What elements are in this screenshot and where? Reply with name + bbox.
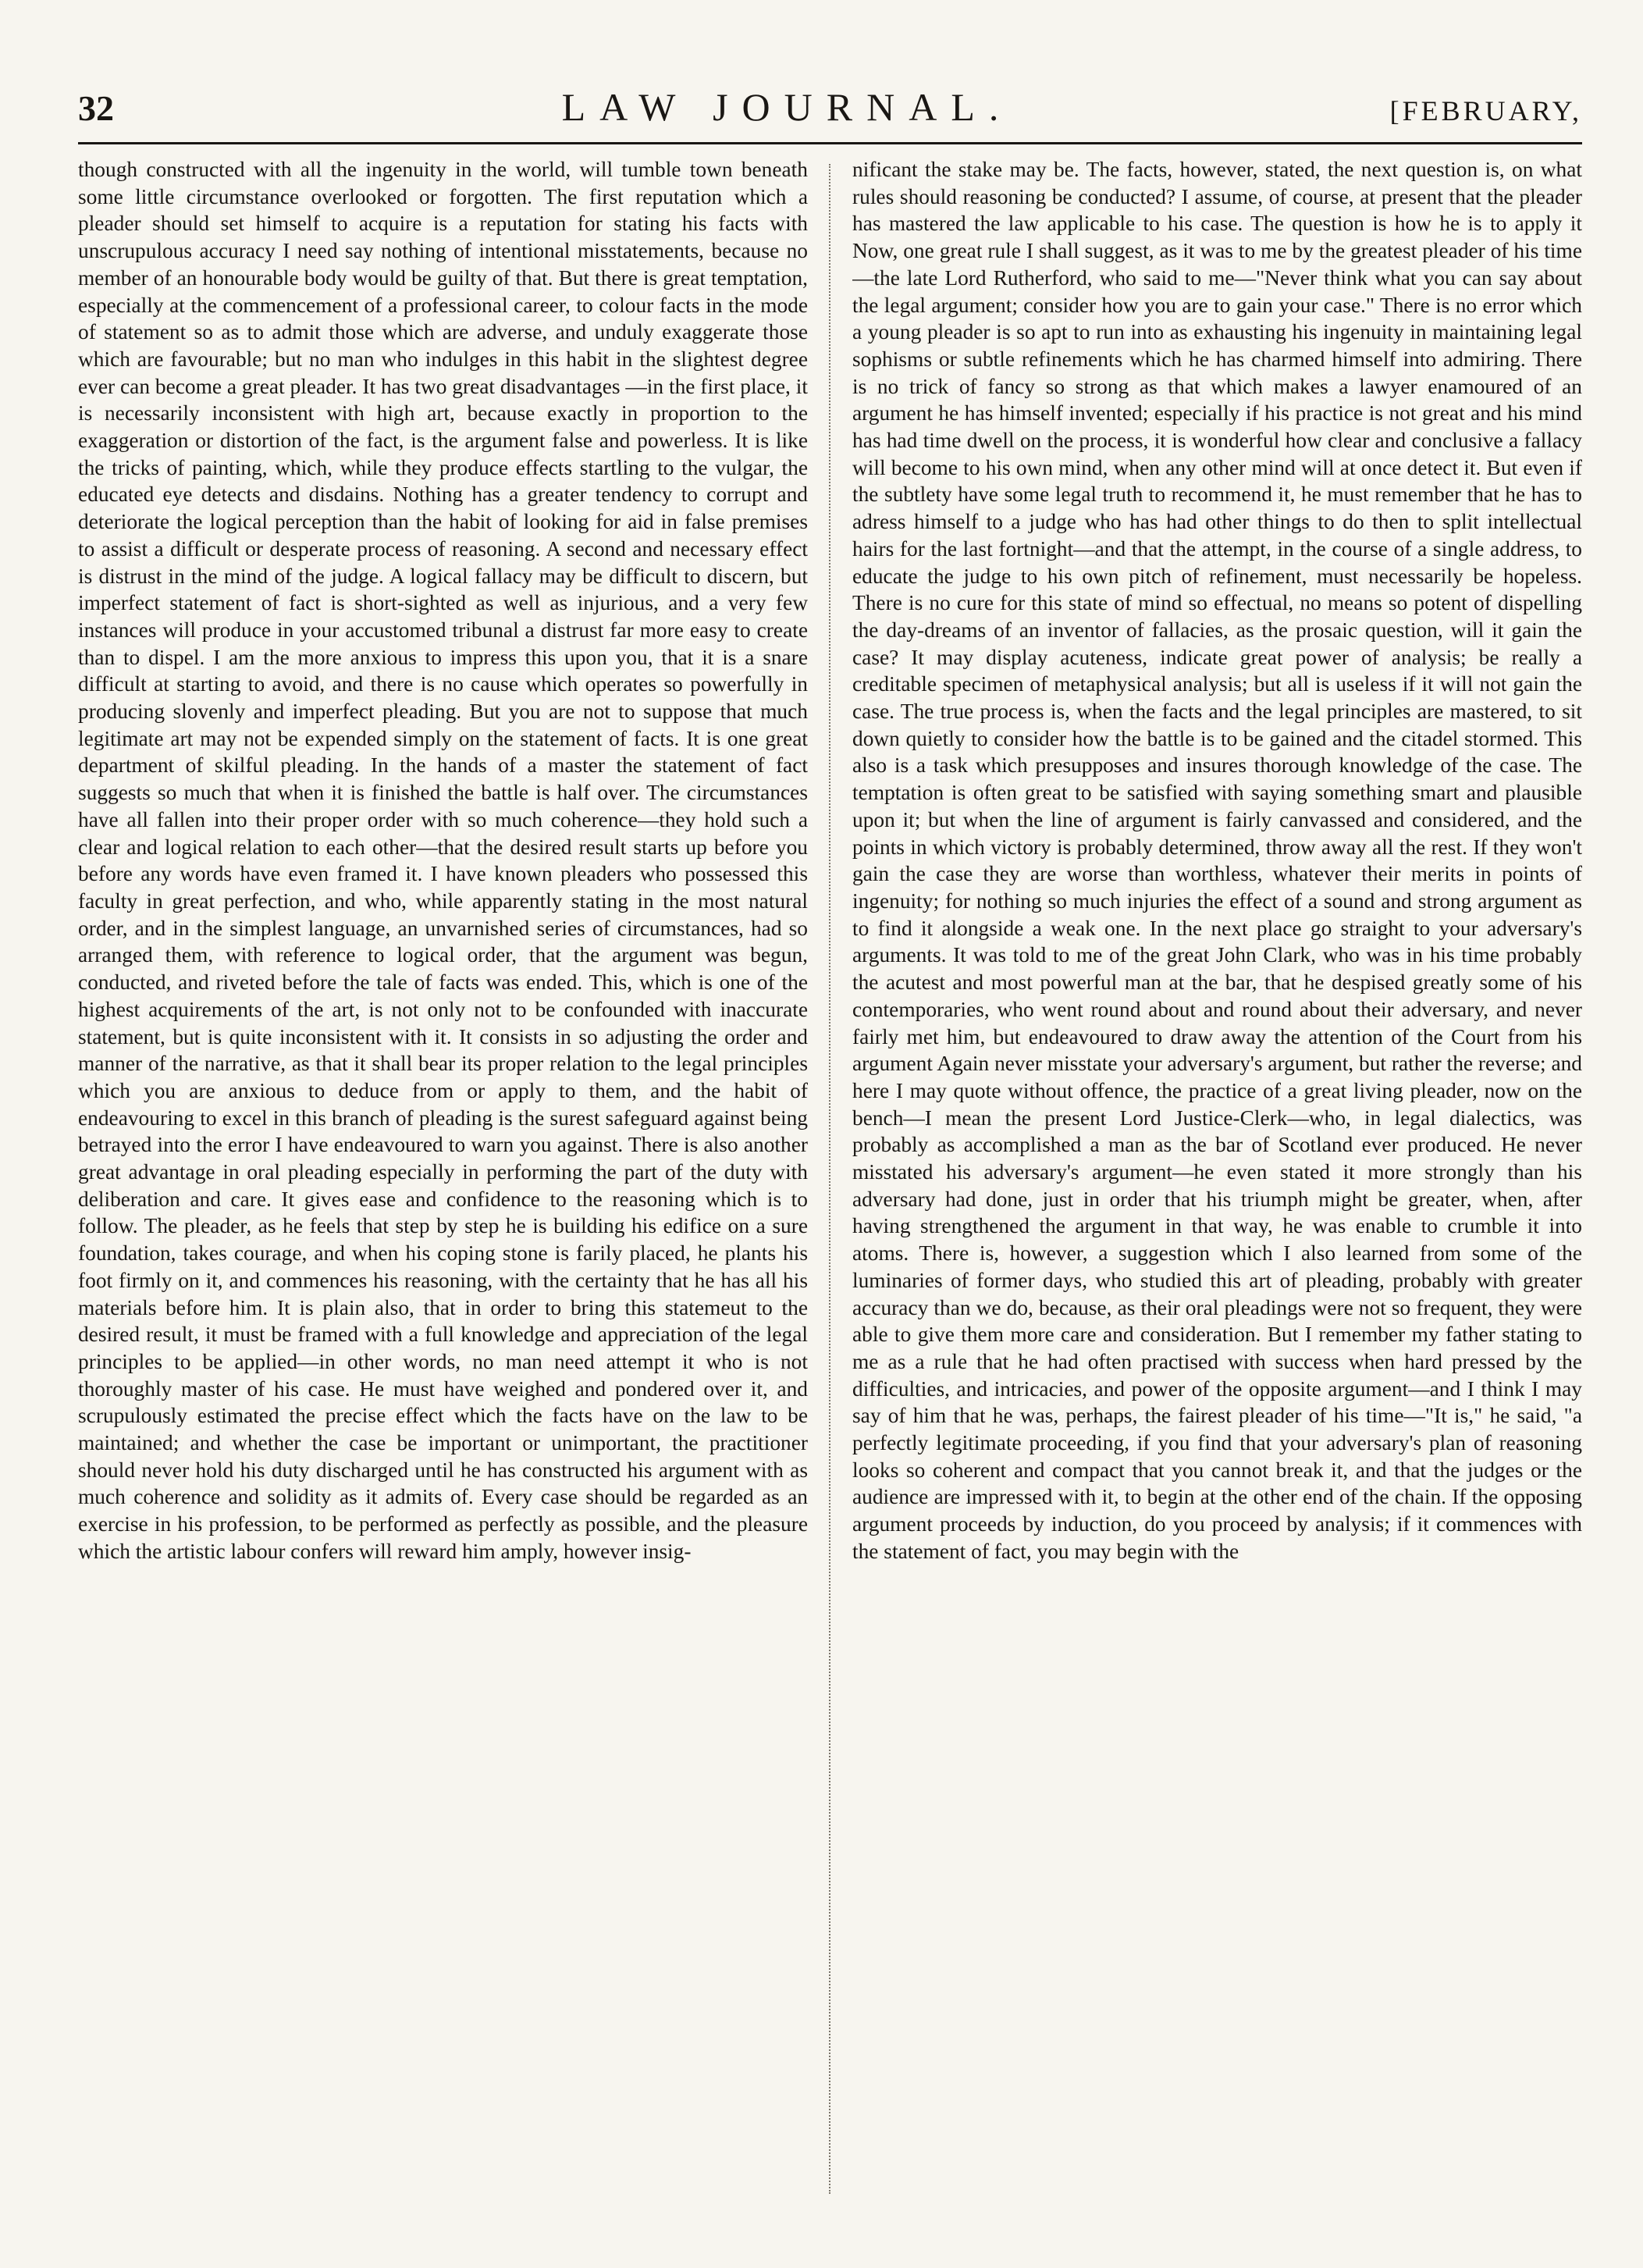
right-column [852,156,1582,2217]
left-column-text: though constructed with all the ingenuity in the world, will tumble town beneath some little circumstance overlooked or forgotten. The first reputation which a pleader should set himself to acquire is a reputation for stating his facts with unscrupulous accuracy I need say nothing of intentional misstatements, because no member of an honourable body would be guilty of that. But there is great temptation, especially at the commencement of a professional career, to colour facts in the mode of statement so as to admit those which are adverse, and unduly exaggerate those which are favourable; but no man who indulges in this habit in the slightest degree ever can become a great pleader. It has two great disadvantages —in the first place, it is necessarily inconsistent with high art, because exactly in proportion to the exaggeration or distortion of the fact, is the argument false and powerless. It is like the tricks of painting, which, while they produce effects startling to the vulgar, the educated eye detects and disdains. Nothing has a greater tendency to corrupt and deteriorate the logical perception than the habit of looking for aid in false premises to assist a difficult or desperate process of reasoning. A second and necessary effect is distrust in the mind of the judge. A logical fallacy may be difficult to discern, but imperfect statement of fact is short-sighted as well as injurious, and a very few instances will produce in your accustomed tribunal a distrust far more easy to create than to dispel. I am the more anxious to impress this upon you, that it is a snare difficult at starting to avoid, and there is no cause which operates so powerfully in producing slovenly and imperfect pleading. But you are not to suppose that much legitimate art may not be expended simply on the statement of facts. It is one great department of skilful pleading. In the hands of a master the statement of fact suggests so much that when it is finished the battle is half over. The circumstances have all fallen into their proper order with so much coherence—they hold such a clear and logical relation to each other—that the desired result starts up before you before any words have even framed it. I have known pleaders who possessed this faculty in great perfection, and who, while apparently stating in the most natural order, and in the simplest language, an unvarnished series of circumstances, had so arranged them, with reference to logical order, that the argument was begun, conducted, and riveted before the tale of facts was ended. This, which is one of the highest acquirements of the art, is not only not to be confounded with inaccurate statement, but is quite inconsistent with it. It consists in so adjusting the order and manner of the narrative, as that it shall bear its proper relation to the legal principles which you are anxious to deduce from or apply to them, and the habit of endeavouring to excel in this branch of pleading is the surest safeguard against being betrayed into the error I have endeavoured to warn you against. There is also another great advantage in oral pleading especially in performing the part of the duty with deliberation and care. It gives ease and confidence to the reasoning which is to follow. The pleader, as he feels that step by step he is building his edifice on a sure foundation, takes courage, and when his coping stone is farily placed, he plants his foot firmly on it, and commences his reasoning, with the certainty that he has all his materials before him. It is plain also, that in order to bring this statemeut to the desired result, it must be framed with a full knowledge and appreciation of the legal principles to be applied—in other words, no man need attempt it who is not thoroughly master of his case. He must have weighed and pondered over it, and scrupulously estimated the precise effect which the facts have on the law to be maintained; and whether the case be important or unimportant, the practitioner should never hold his duty discharged until he has constructed his argument with as much coherence and solidity as it admits of. Every case should be regarded as an exercise in his profession, to be performed as perfectly as possible, and the pleasure which the artistic labour confers will reward him amply, however insig- [78,158,808,1563]
page-number: 32 [78,88,114,128]
header-rule [78,142,1582,144]
column-divider [829,164,832,2194]
journal-title: LAW JOURNAL. [561,85,1013,129]
issue-month: [FEBRUARY, [1389,95,1582,126]
page-header [78,84,1582,139]
right-column-text: nificant the stake may be. The facts, however, stated, the next question is, on what rules should reasoning be conducted? I assume, of course, at present that the pleader has mastered the law applicable to his case. The question is how he is to apply it Now, one great rule I shall suggest, as it was to me by the greatest pleader of his time—the late Lord Rutherford, who said to me—"Never think what you can say about the legal argument; consider how you are to gain your case." There is no error which a young pleader is so apt to run into as exhausting his ingenuity in maintaining legal sophisms or subtle refinements which he has charmed himself into admiring. There is no trick of fancy so strong as that which makes a lawyer enamoured of an argument he has himself invented; especially if his practice is not great and his mind has had time dwell on the process, it is wonderful how clear and conclusive a fallacy will become to his own mind, when any other mind will at once detect it. But even if the subtlety have some legal truth to recommend it, he must remember that he has to adress himself to a judge who has had other things to do then to split intellectual hairs for the last fortnight—and that the attempt, in the course of a single address, to educate the judge to his own pitch of refinement, must necessarily be hopeless. There is no cure for this state of mind so effectual, no means so potent of dispelling the day-dreams of an inventor of fallacies, as the prosaic question, will it gain the case? It may display acuteness, indicate great power of analysis; be really a creditable specimen of metaphysical analysis; but all is useless if it will not gain the case. The true process is, when the facts and the legal principles are mastered, to sit down quietly to consider how the battle is to be gained and the citadel stormed. This also is a task which presupposes and insures thorough knowledge of the case. The temptation is often great to be satisfied with saying something smart and plausible upon it; but when the line of argument is fairly canvassed and considered, and the points in which victory is probably determined, throw away all the rest. If they won't gain the case they are worse than worthless, whatever their merits in points of ingenuity; for nothing so much injuries the effect of a sound and strong argument as to find it alongside a weak one. In the next place go straight to your adversary's arguments. It was told to me of the great John Clark, who was in his time probably the acutest and most powerful man at the bar, that he despised greatly some of his contemporaries, who went round about and round about their adversary, and never fairly met him, but endeavoured to draw away the attention of the Court from his argument Again never misstate your adversary's argument, but rather the reverse; and here I may quote without offence, the practice of a great living pleader, now on the bench—I mean the present Lord Justice-Clerk—who, in legal dialectics, was probably as accomplished a man as the bar of Scotland ever produced. He never misstated his adversary's argument—he even stated it more strongly than his adversary had done, just in order that his triumph might be greater, when, after having strengthened the argument in that way, he was enable to crumble it into atoms. There is, however, a suggestion which I also learned from some of the luminaries of former days, who studied this art of pleading, probably with greater accuracy than we do, because, as their oral pleadings were not so frequent, they were able to give them more care and consideration. But I remember my father stating to me as a rule that he had often practised with success when hard pressed by the difficulties, and intricacies, and power of the opposite argument—and I think I may say of him that he was, perhaps, the fairest pleader of his time—"It is," he said, "a perfectly legitimate proceeding, if you find that your adversary's plan of reasoning looks so coherent and compact that you cannot break it, and that the judges or the audience are impressed with it, to begin at the other end of the chain. If the opposing argument proceeds by induction, do you proceed by analysis; if it commences with the statement of fact, you may begin with the [852,158,1582,1563]
body-columns [78,156,1582,2217]
left-column [78,156,808,2217]
